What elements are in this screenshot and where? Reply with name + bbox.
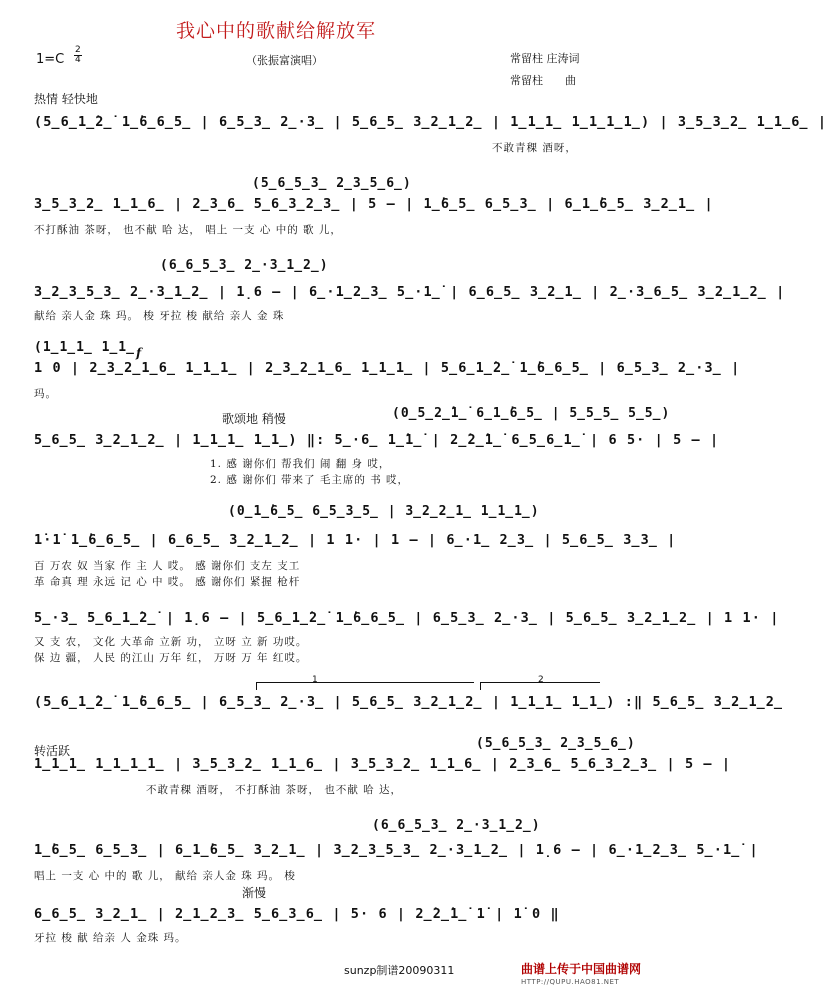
staff-system-4: 1 0 | 2̲3̲2̲1̲6̲ 1̲1̲1̲ | 2̲3̲2̲1̲6̲ 1̲1̲1̲ | 5̲6̲1̲̇2̲̇ 1̲̇6̲6̲5̲ | 6̲5̲3̲ 2̲·3̲ | bbox=[34, 360, 741, 376]
staff-system-3: 3̲2̲3̲5̲3̲ 2̲·3̲1̲2̲ | 1̣6 – | 6̲·1̲2̲3̲ 5̲·1̲̇ | 6̲6̲5̲ 3̲2̲1̲ | 2̲·3̲6̲5̲ 3̲2̲1̲2̲ | bbox=[34, 284, 786, 300]
volta-1-label: 1 bbox=[312, 675, 318, 685]
lyrics-system-6-verse-2: 革 命真 理 永远 记 心 中 哎。 感 谢你们 紧握 枪杆 bbox=[34, 576, 301, 588]
tempo-mark-slow: 渐慢 bbox=[242, 886, 267, 900]
tempo-mark-verse: 歌颂地 稍慢 bbox=[222, 412, 286, 426]
staff-system-8: (5̲6̲1̲̇2̲̇ 1̲̇6̲6̲5̲ | 6̲5̲3̲ 2̲·3̲ | 5̲6̲5̲ 3̲2̲1̲2̲ | 1̲1̲1̲ 1̲1̲) :‖ 5̲6̲5̲ 3̲2̲1̲2̲ bbox=[34, 694, 784, 710]
staff-system-7: 5̲·3̲ 5̲6̲1̲̇2̲̇ | 1̣6 – | 5̲6̲1̲̇2̲̇ 1̲̇6̲6̲5̲ | 6̲5̲3̲ 2̲·3̲ | 5̲6̲5̲ 3̲2̲1̲2̲ | 1 1· | bbox=[34, 610, 780, 626]
staff-system-10: 1̲̇6̲5̲ 6̲5̲3̲ | 6̲1̲̇6̲5̲ 3̲2̲1̲ | 3̲2̲3̲5̲3̲ 2̲·3̲1̲2̲ | 1̣6 – | 6̲·1̲2̲3̲ 5̲·1̲̇ | bbox=[34, 842, 759, 858]
composer-credit: 常留柱 曲 bbox=[510, 74, 576, 87]
staff-system-5: 5̲6̲5̲ 3̲2̲1̲2̲ | 1̲1̲1̲ 1̲1̲) ‖: 5̲·6̲ 1̲̇1̲̇ | 2̲̇2̲̇1̲̇ 6̲5̲6̲1̲̇ | 6 5· | 5 – | bbox=[34, 432, 720, 448]
instrumental-above-5: (0̲5̲2̲̇1̲̇ 6̲1̲̇6̲5̲ | 5̲5̲5̲ 5̲5̲) bbox=[392, 406, 671, 421]
instrumental-above-3: (6̲6̲5̲3̲ 2̲·3̲1̲2̲) bbox=[160, 258, 329, 273]
lyrics-system-5-verse-1: 1. 感 谢你们 帮我们 闹 翻 身 哎， bbox=[210, 458, 391, 470]
watermark-stamp: 曲谱上传于中国曲谱网 HTTP://QUPU.HAO81.NET bbox=[521, 962, 642, 986]
staff-system-1: (5̲6̲1̲̇2̲̇ 1̲̇6̲6̲5̲ | 6̲5̲3̲ 2̲·3̲ | 5̲6̲5̲ 3̲2̲1̲2̲ | 1̲1̲1̲ 1̲1̲1̲1̲) | 3̲5̲3̲2̲ 1̲1̲6̲ | bbox=[34, 114, 827, 130]
lyrics-system-5-verse-2: 2. 感 谢你们 带来了 毛主席的 书 哎， bbox=[210, 474, 410, 486]
lyrics-system-3: 献给 亲人金 珠 玛。 梭 牙拉 梭 献给 亲人 金 珠 bbox=[34, 310, 285, 322]
volta-1-start bbox=[256, 682, 257, 690]
key-signature: 1=C bbox=[36, 52, 65, 67]
lyricist-credit: 常留柱 庄涛词 bbox=[510, 52, 580, 65]
staff-system-9: 1̲1̲1̲ 1̲1̲1̲1̲ | 3̲5̲3̲2̲ 1̲1̲6̲ | 3̲5̲3̲2̲ 1̲1̲6̲ | 2̲3̲6̲ 5̲6̲3̲2̲3̲ | 5 – | bbox=[34, 756, 732, 772]
tempo-mark-intro: 热情 轻快地 bbox=[34, 92, 98, 106]
lyrics-system-7-verse-2: 保 边 疆， 人民 的江山 万年 红， 万呀 万 年 红哎。 bbox=[34, 652, 308, 664]
lyrics-system-7-verse-1: 又 支 农， 文化 大革命 立新 功， 立呀 立 新 功哎。 bbox=[34, 636, 308, 648]
volta-2-start bbox=[480, 682, 481, 690]
instrumental-above-9: (5̲6̲5̲3̲ 2̲3̲5̲6̲) bbox=[476, 736, 636, 751]
volta-1-bracket bbox=[256, 682, 474, 683]
lyrics-system-1: 不敢青稞 酒呀， bbox=[492, 142, 577, 154]
lyrics-system-9: 不敢青稞 酒呀， 不打酥油 茶呀， 也不献 哈 达， bbox=[146, 784, 403, 796]
staff-system-11: 6̲6̲5̲ 3̲2̲1̲ | 2̲1̲2̲3̲ 5̲6̲3̲6̲ | 5· 6 | 2̲̇2̲̇1̲̇ 1̇ | 1̇ 0 ‖ bbox=[34, 906, 560, 922]
time-signature: 2 4 bbox=[75, 45, 81, 65]
instrumental-above-4: (1̲1̲1̲ 1̲1̲ bbox=[34, 340, 135, 355]
lyrics-system-2: 不打酥油 茶呀， 也不献 哈 达， 唱上 一支 心 中的 歌 儿， bbox=[34, 224, 342, 236]
staff-system-2: 3̲5̲3̲2̲ 1̲1̲6̲ | 2̲3̲6̲ 5̲6̲3̲2̲3̲ | 5 – | 1̲̇6̲5̲ 6̲5̲3̲ | 6̲1̲̇6̲5̲ 3̲2̲1̲ | bbox=[34, 196, 714, 212]
song-title: 我心中的歌献给解放军 bbox=[176, 20, 377, 42]
lyrics-system-11: 牙拉 梭 献 给亲 人 金珠 玛。 bbox=[34, 932, 187, 944]
dynamic-forte: f bbox=[136, 346, 142, 360]
volta-2-label: 2 bbox=[538, 675, 544, 685]
lyrics-system-4: 玛。 bbox=[34, 388, 57, 400]
tempo-mark-shift: 转活跃 bbox=[34, 744, 71, 758]
instrumental-above-2: (5̲6̲5̲3̲ 2̲3̲5̲6̲) bbox=[252, 176, 412, 191]
instrumental-above-6: (0̲1̲̇6̲5̲ 6̲5̲3̲5̲ | 3̲2̲2̲1̲ 1̲1̲1̲) bbox=[228, 504, 540, 519]
instrumental-above-10: (6̲6̲5̲3̲ 2̲·3̲1̲2̲) bbox=[372, 818, 541, 833]
transcriber-credit: sunzp制谱20090311 bbox=[344, 964, 455, 977]
lyrics-system-6-verse-1: 百 万农 奴 当家 作 主 人 哎。 感 谢你们 支左 支工 bbox=[34, 560, 301, 572]
staff-system-6: 1̇·1̇ 1̲̇6̲6̲5̲ | 6̲6̲5̲ 3̲2̲1̲2̲ | 1 1· | 1 – | 6̲·1̲ 2̲3̲ | 5̲6̲5̲ 3̲3̲ | bbox=[34, 532, 677, 548]
singer-note: （张振富演唱） bbox=[246, 54, 323, 67]
lyrics-system-10: 唱上 一支 心 中的 歌 儿， 献给 亲人金 珠 玛。 梭 bbox=[34, 870, 296, 882]
